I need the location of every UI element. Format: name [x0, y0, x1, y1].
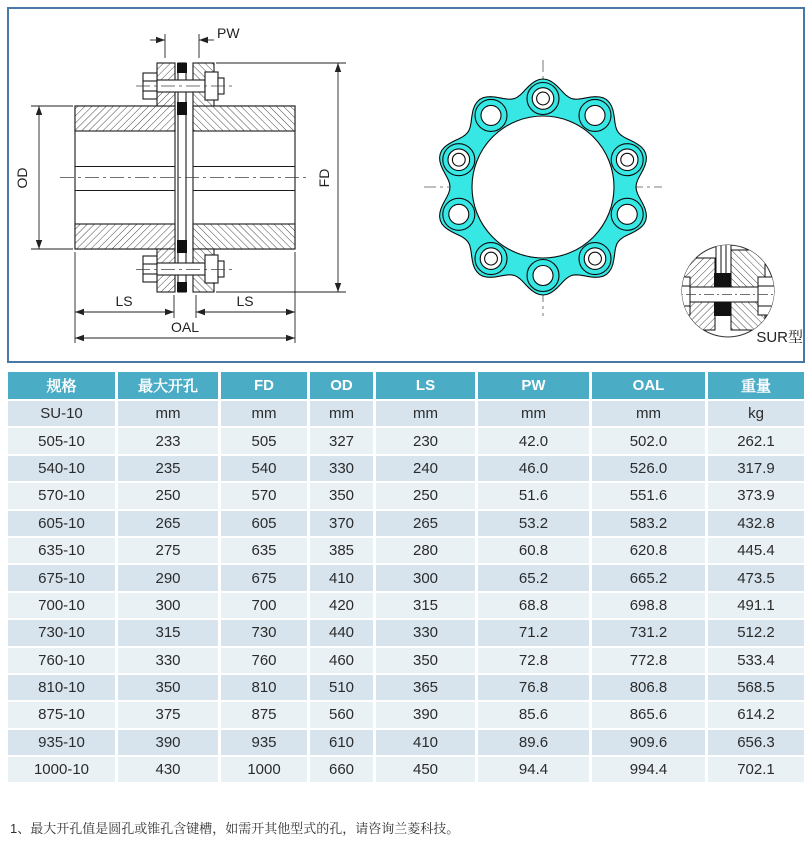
table-cell: 865.6 — [592, 702, 708, 729]
table-cell: 730-10 — [8, 620, 118, 647]
table-cell: 53.2 — [478, 511, 592, 538]
table-cell: 85.6 — [478, 702, 592, 729]
table-cell: 473.5 — [708, 565, 804, 592]
spec-table-body — [8, 372, 804, 784]
table-row — [8, 428, 804, 455]
table-cell: 1000-10 — [8, 757, 118, 784]
table-cell: 605-10 — [8, 511, 118, 538]
table-cell: 698.8 — [592, 593, 708, 620]
table-cell: 760-10 — [8, 648, 118, 675]
bolt-hole — [589, 252, 602, 265]
table-row — [8, 565, 804, 592]
table-cell: PW — [478, 372, 592, 401]
table-cell: 760 — [221, 648, 310, 675]
table-header-row — [8, 372, 804, 401]
table-cell: 235 — [118, 456, 221, 483]
table-cell: 最大开孔 — [118, 372, 221, 401]
table-cell: 265 — [118, 511, 221, 538]
table-cell: FD — [221, 372, 310, 401]
table-row — [8, 593, 804, 620]
table-cell: 540 — [221, 456, 310, 483]
table-cell: 700 — [221, 593, 310, 620]
bolt-hole — [472, 116, 614, 258]
table-cell: 570-10 — [8, 483, 118, 510]
table-row — [8, 757, 804, 784]
table-cell: 675 — [221, 565, 310, 592]
table-cell: 94.4 — [478, 757, 592, 784]
table-cell: 71.2 — [478, 620, 592, 647]
table-cell: 583.2 — [592, 511, 708, 538]
table-cell: mm — [310, 401, 376, 428]
table-cell: 994.4 — [592, 757, 708, 784]
table-row — [8, 620, 804, 647]
bolt-hole — [537, 92, 550, 105]
table-cell: 491.1 — [708, 593, 804, 620]
table-cell: 700-10 — [8, 593, 118, 620]
table-cell: 250 — [118, 483, 221, 510]
table-cell: 810 — [221, 675, 310, 702]
table-cell: kg — [708, 401, 804, 428]
table-cell: 275 — [118, 538, 221, 565]
table-cell: mm — [221, 401, 310, 428]
table-cell: 460 — [310, 648, 376, 675]
table-cell: 330 — [310, 456, 376, 483]
table-cell: 410 — [310, 565, 376, 592]
spec-table — [8, 372, 804, 784]
table-cell: 315 — [376, 593, 478, 620]
table-cell: 620.8 — [592, 538, 708, 565]
table-cell: 290 — [118, 565, 221, 592]
table-cell: 935 — [221, 730, 310, 757]
table-cell: 512.2 — [708, 620, 804, 647]
table-cell: 540-10 — [8, 456, 118, 483]
table-cell: 89.6 — [478, 730, 592, 757]
bolt-hole — [481, 105, 501, 125]
table-cell: 909.6 — [592, 730, 708, 757]
table-cell: 300 — [376, 565, 478, 592]
table-cell: 60.8 — [478, 538, 592, 565]
dim-label-od: OD — [14, 167, 30, 189]
table-cell: mm — [118, 401, 221, 428]
table-cell: 385 — [310, 538, 376, 565]
bolt-hole — [533, 266, 553, 286]
table-cell: 526.0 — [592, 456, 708, 483]
table-cell: 656.3 — [708, 730, 804, 757]
table-cell: 330 — [118, 648, 221, 675]
table-cell: 350 — [118, 675, 221, 702]
bolt-hole — [485, 252, 498, 265]
dim-label-pw: PW — [217, 25, 240, 41]
table-row — [8, 702, 804, 729]
table-cell: 772.8 — [592, 648, 708, 675]
table-cell: 730 — [221, 620, 310, 647]
table-cell: 350 — [310, 483, 376, 510]
table-cell: 440 — [310, 620, 376, 647]
bolt-hole — [617, 204, 637, 224]
table-cell: 430 — [118, 757, 221, 784]
table-cell: mm — [478, 401, 592, 428]
table-cell: 373.9 — [708, 483, 804, 510]
table-cell: 重量 — [708, 372, 804, 401]
spec-table-wrap — [8, 372, 804, 784]
table-cell: 375 — [118, 702, 221, 729]
table-cell: 390 — [118, 730, 221, 757]
table-cell: 327 — [310, 428, 376, 455]
table-cell: 510 — [310, 675, 376, 702]
table-cell: 76.8 — [478, 675, 592, 702]
table-cell: 370 — [310, 511, 376, 538]
table-cell: 731.2 — [592, 620, 708, 647]
table-row — [8, 648, 804, 675]
table-cell: 420 — [310, 593, 376, 620]
detail-type-label: SUR型 — [756, 329, 803, 346]
table-cell: 230 — [376, 428, 478, 455]
table-cell: 560 — [310, 702, 376, 729]
table-cell: 262.1 — [708, 428, 804, 455]
dim-label-ls-left: LS — [115, 293, 133, 309]
table-cell: 390 — [376, 702, 478, 729]
table-cell: 502.0 — [592, 428, 708, 455]
table-cell: 605 — [221, 511, 310, 538]
table-cell: 68.8 — [478, 593, 592, 620]
table-row — [8, 511, 804, 538]
table-cell: 875-10 — [8, 702, 118, 729]
table-cell: 665.2 — [592, 565, 708, 592]
table-cell: 1000 — [221, 757, 310, 784]
table-cell: 265 — [376, 511, 478, 538]
bolt-hole — [621, 153, 634, 166]
dim-label-ls-right: LS — [236, 293, 254, 309]
table-row — [8, 730, 804, 757]
table-cell: 365 — [376, 675, 478, 702]
table-cell: 250 — [376, 483, 478, 510]
bolt-hole — [452, 153, 465, 166]
table-cell: 280 — [376, 538, 478, 565]
table-cell: 533.4 — [708, 648, 804, 675]
table-row — [8, 538, 804, 565]
bolt-hole — [449, 204, 469, 224]
table-cell: 规格 — [8, 372, 118, 401]
dim-label-oal: OAL — [170, 319, 200, 335]
table-cell: 330 — [376, 620, 478, 647]
table-cell: 702.1 — [708, 757, 804, 784]
table-cell: 350 — [376, 648, 478, 675]
table-cell: 610 — [310, 730, 376, 757]
table-cell: 315 — [118, 620, 221, 647]
table-cell: 935-10 — [8, 730, 118, 757]
table-cell: OD — [310, 372, 376, 401]
table-cell: 505 — [221, 428, 310, 455]
table-row — [8, 483, 804, 510]
table-cell: 233 — [118, 428, 221, 455]
table-cell: 240 — [376, 456, 478, 483]
table-units-row — [8, 401, 804, 428]
table-cell: 614.2 — [708, 702, 804, 729]
table-cell: 46.0 — [478, 456, 592, 483]
table-cell: 505-10 — [8, 428, 118, 455]
table-cell: 551.6 — [592, 483, 708, 510]
table-cell: 432.8 — [708, 511, 804, 538]
table-cell: 410 — [376, 730, 478, 757]
table-cell: SU-10 — [8, 401, 118, 428]
table-cell: 635-10 — [8, 538, 118, 565]
table-cell: 300 — [118, 593, 221, 620]
table-cell: 450 — [376, 757, 478, 784]
footnote: 1、最大开孔值是圆孔或锥孔含键槽，如需开其他型式的孔，请咨询兰菱科技。 — [10, 821, 460, 836]
table-cell: LS — [376, 372, 478, 401]
table-cell: 675-10 — [8, 565, 118, 592]
table-cell: 660 — [310, 757, 376, 784]
dim-label-fd: FD — [316, 168, 332, 188]
table-cell: 72.8 — [478, 648, 592, 675]
table-cell: mm — [376, 401, 478, 428]
technical-drawing — [0, 0, 812, 368]
table-cell: 635 — [221, 538, 310, 565]
table-cell: 445.4 — [708, 538, 804, 565]
table-cell: 317.9 — [708, 456, 804, 483]
table-row — [8, 675, 804, 702]
table-cell: 51.6 — [478, 483, 592, 510]
bolt-hole — [585, 105, 605, 125]
table-cell: 42.0 — [478, 428, 592, 455]
table-cell: 810-10 — [8, 675, 118, 702]
table-cell: 875 — [221, 702, 310, 729]
table-cell: 806.8 — [592, 675, 708, 702]
table-cell: 570 — [221, 483, 310, 510]
table-row — [8, 456, 804, 483]
table-cell: 568.5 — [708, 675, 804, 702]
table-cell: 65.2 — [478, 565, 592, 592]
drawing-panel — [0, 0, 812, 368]
table-cell: OAL — [592, 372, 708, 401]
table-cell: mm — [592, 401, 708, 428]
